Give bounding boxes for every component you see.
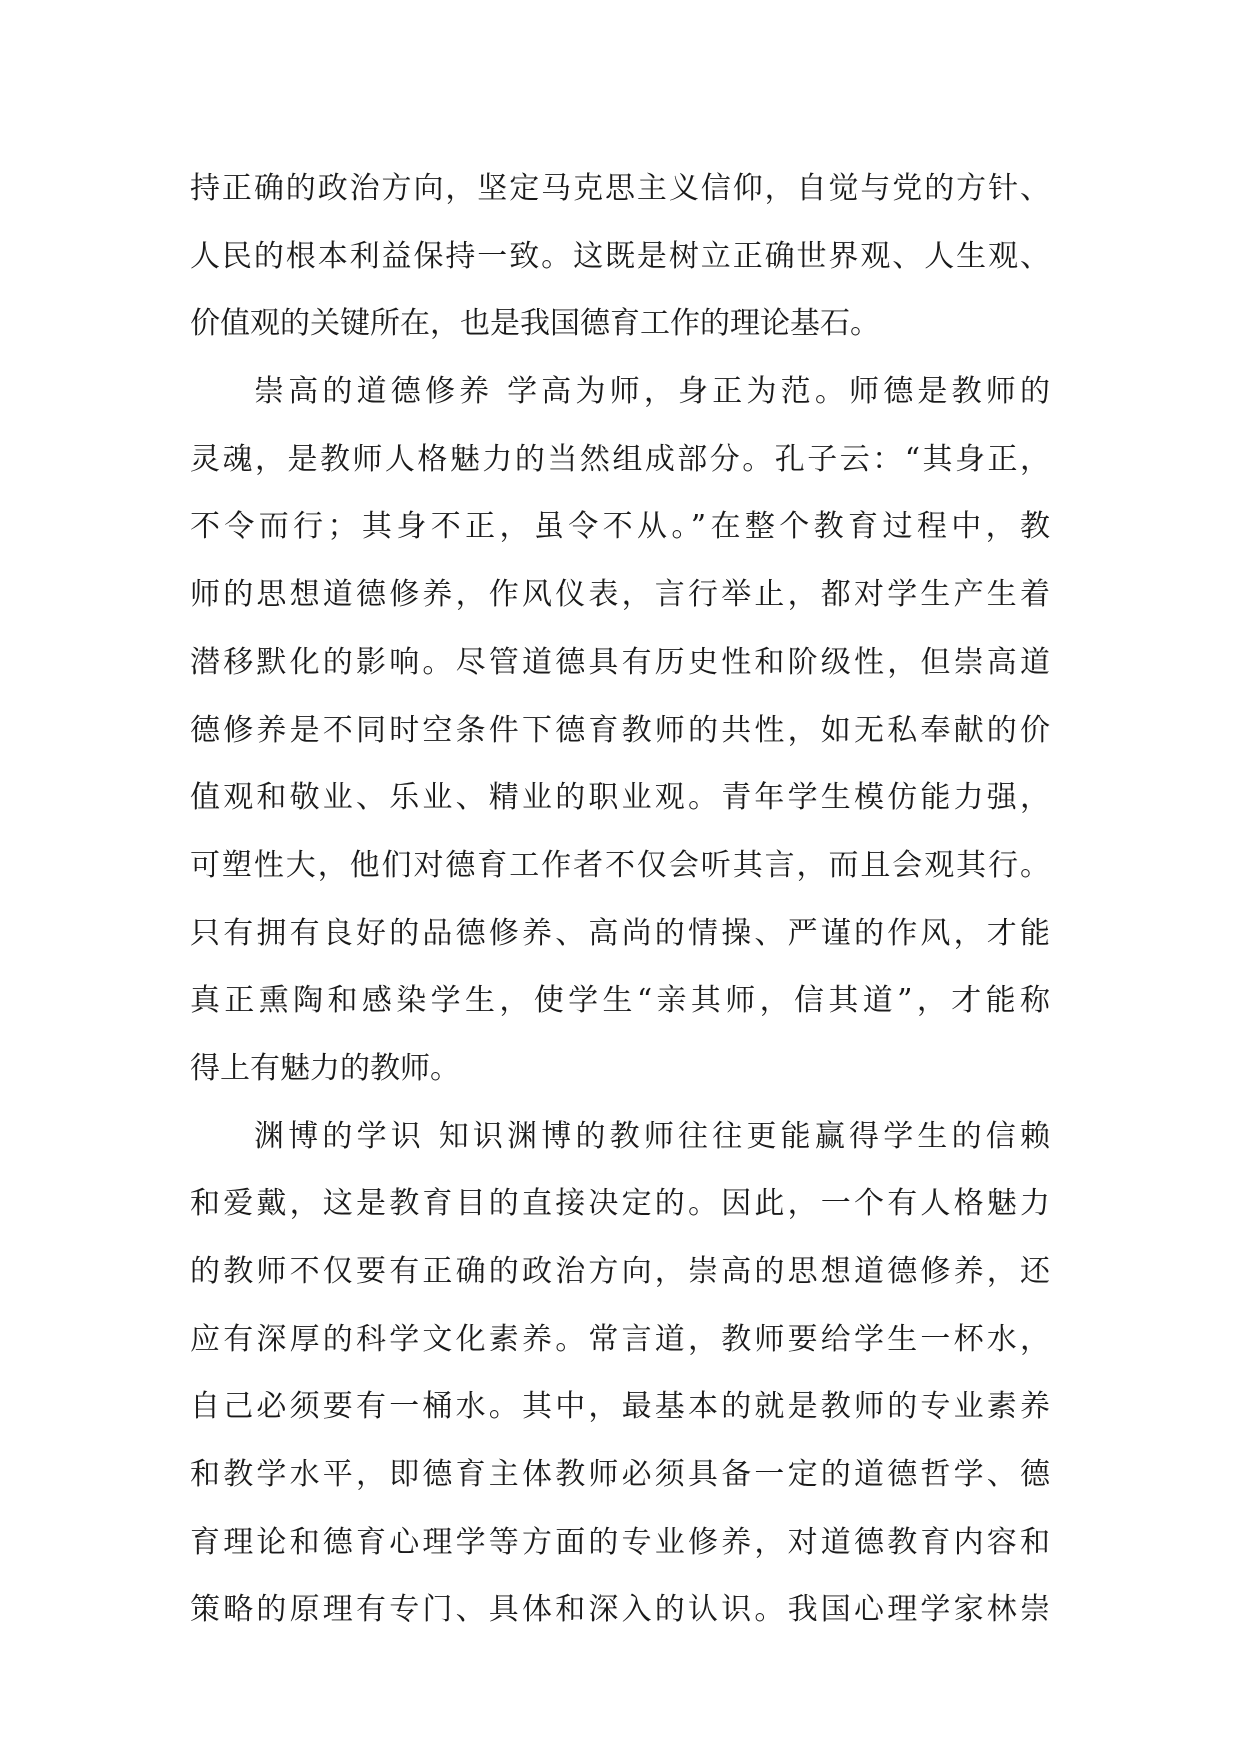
text-line: 持正确的政治方向，坚定马克思主义信仰，自觉与党的方针、 <box>190 171 1050 206</box>
text-line: 灵魂，是教师人格魅力的当然组成部分。孔子云：“其身正， <box>190 441 1050 477</box>
body-text <box>190 155 1050 1644</box>
text-line: 德修养是不同时空条件下德育教师的共性，如无私奉献的价 <box>190 712 1050 748</box>
text-line: 和教学水平，即德育主体教师必须具备一定的道德哲学、德 <box>190 1457 1050 1493</box>
text-line: 策略的原理有专门、具体和深入的认识。我国心理学家林崇 <box>190 1592 1050 1628</box>
text-line: 潜移默化的影响。尽管道德具有历史性和阶级性，但崇高道 <box>190 644 1050 680</box>
text-line: 和爱戴，这是教育目的直接决定的。因此，一个有人格魅力 <box>190 1186 1050 1222</box>
text-line: 应有深厚的科学文化素养。常言道，教师要给学生一杯水， <box>190 1321 1050 1357</box>
text-line: 的教师不仅要有正确的政治方向，崇高的思想道德修养，还 <box>190 1254 1050 1289</box>
text-line: 只有拥有良好的品德修养、高尚的情操、严谨的作风，才能 <box>190 915 1050 951</box>
text-line: 值观和敬业、乐业、精业的职业观。青年学生模仿能力强， <box>190 780 1050 816</box>
text-line: 价值观的关键所在，也是我国德育工作的理论基石。 <box>190 306 880 342</box>
text-line: 得上有魅力的教师。 <box>190 1050 460 1086</box>
text-line: 自己必须要有一桶水。其中，最基本的就是教师的专业素养 <box>190 1389 1050 1425</box>
text-line: 人民的根本利益保持一致。这既是树立正确世界观、人生观、 <box>190 238 1050 274</box>
text-line: 真正熏陶和感染学生，使学生“亲其师，信其道”，才能称 <box>190 983 1050 1019</box>
text-line: 师的思想道德修养，作风仪表，言行举止，都对学生产生着 <box>190 577 1050 613</box>
text-line: 可塑性大，他们对德育工作者不仅会听其言，而且会观其行。 <box>190 847 1050 883</box>
text-line: 崇高的道德修养 学高为师，身正为范。师德是教师的 <box>254 374 1050 410</box>
text-line: 渊博的学识 知识渊博的教师往往更能赢得学生的信赖 <box>254 1118 1050 1154</box>
text-line: 育理论和德育心理学等方面的专业修养，对道德教育内容和 <box>190 1524 1050 1560</box>
text-line: 不令而行；其身不正，虽令不从。”在整个教育过程中，教 <box>190 509 1050 545</box>
